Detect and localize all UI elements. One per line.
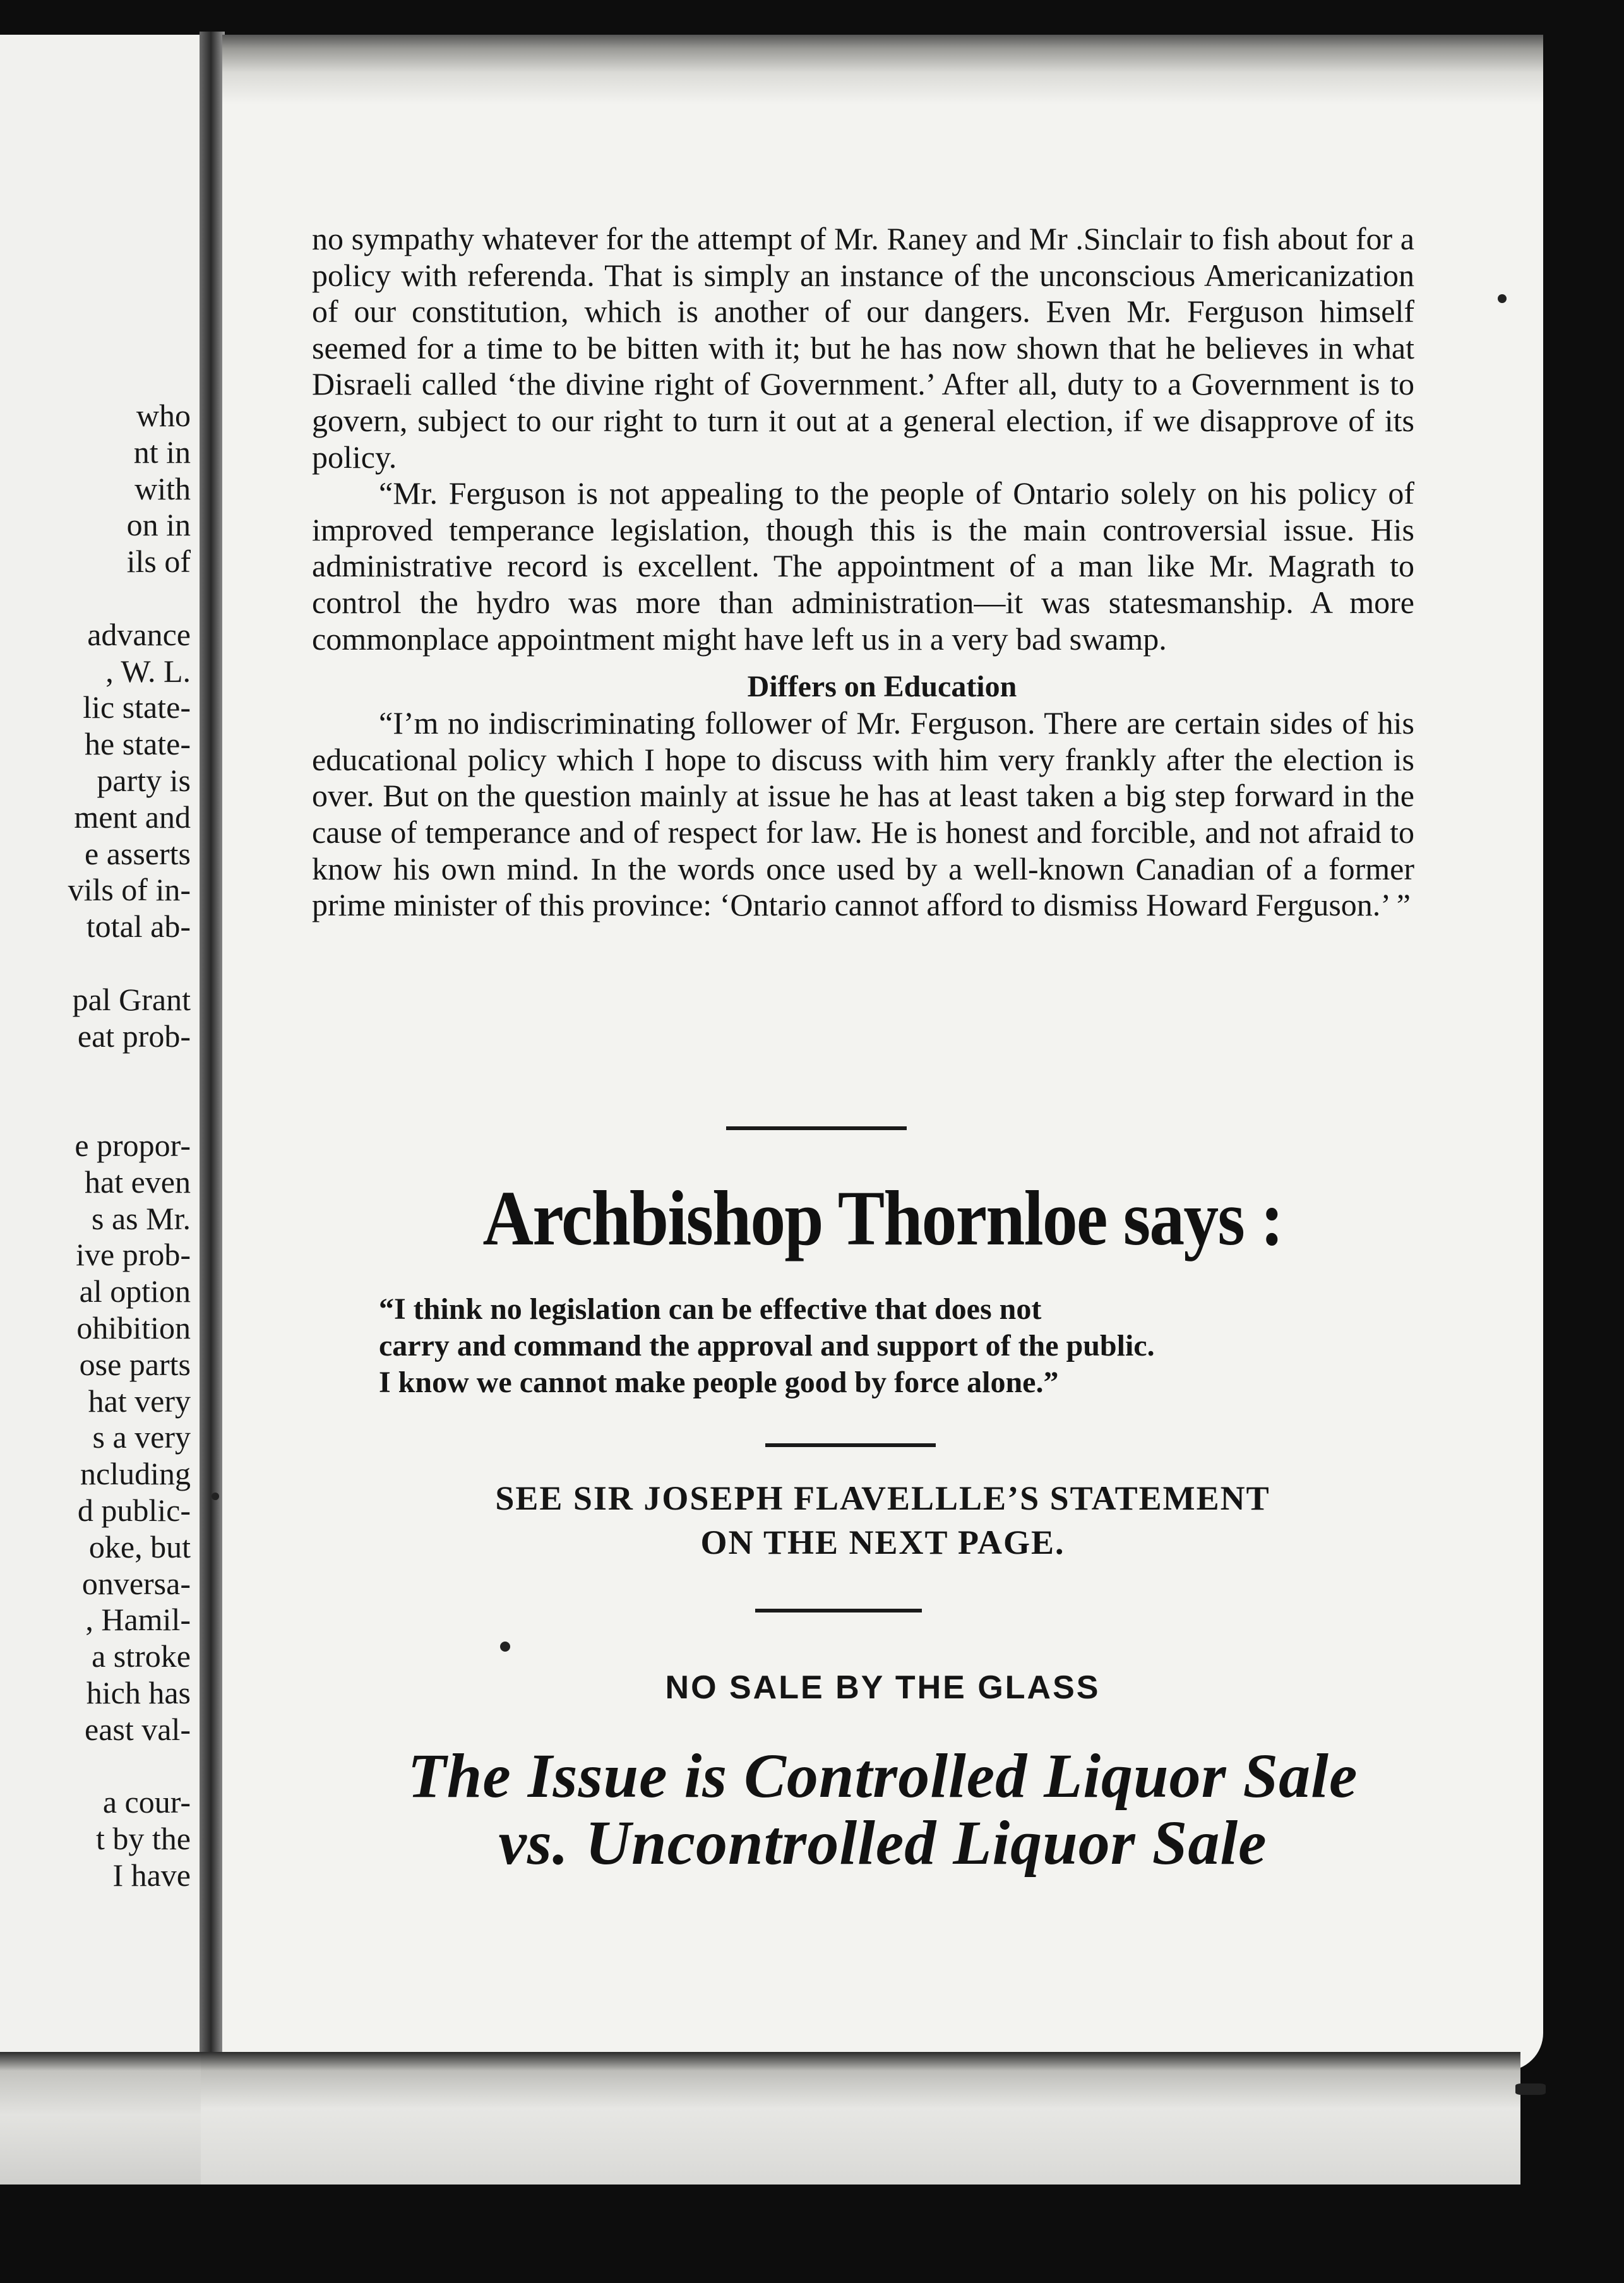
previous-column-line: s a very xyxy=(92,1419,191,1455)
divider-rule-1 xyxy=(726,1126,907,1130)
previous-column-line: , W. L. xyxy=(105,653,191,689)
notice-line-1: SEE SIR JOSEPH FLAVELLLE’S STATEMENT xyxy=(495,1479,1270,1517)
previous-column-line: east val- xyxy=(85,1711,191,1747)
notice-line-2: ON THE NEXT PAGE. xyxy=(700,1523,1065,1561)
ink-speck xyxy=(1515,2083,1546,2095)
top-print-smudge xyxy=(222,35,1543,104)
page-gutter xyxy=(200,32,225,2077)
previous-column-line: t by the xyxy=(96,1821,191,1857)
previous-column-line: oke, but xyxy=(88,1529,191,1565)
article-paragraph-1: no sympathy whatever for the attempt of Mr. Raney and Mr .Sinclair to fish about for a policy with referenda. That is simply an instance of the unconscious Americanization of our constitution, which is another of our dangers. Even Mr. Ferguson himself seemed for a time to be bitten with it; but he has now shown that he believes in what Disraeli called ‘the divine right of Government.’ After all, duty to a Government is to govern, subject to our right to turn it out at a general election, if we disapprove of its policy. xyxy=(312,221,1414,475)
previous-column-line: pal Grant xyxy=(72,981,191,1017)
previous-column-line: total ab- xyxy=(86,909,191,945)
quote-line-3: I know we cannot make people good by force alone.” xyxy=(379,1366,1059,1399)
previous-column-line: a stroke xyxy=(92,1638,191,1674)
previous-column-line: he state- xyxy=(85,726,191,762)
previous-column-line: advance xyxy=(87,616,191,652)
previous-column-line: , Hamil- xyxy=(85,1602,191,1638)
issue-line-2: vs. Uncontrolled Liquor Sale xyxy=(498,1808,1267,1878)
ink-speck xyxy=(1498,294,1507,303)
article-body xyxy=(312,221,1414,924)
previous-column-line: a cour- xyxy=(102,1784,191,1820)
previous-column-line: ils of xyxy=(126,544,191,580)
quote-line-2: carry and command the approval and support of the public. xyxy=(379,1329,1155,1362)
bottom-margin xyxy=(201,2052,1520,2185)
previous-column-line: on in xyxy=(126,507,191,543)
headline: Archbishop Thornloe says : xyxy=(482,1175,1283,1261)
divider-rule-2 xyxy=(765,1443,936,1447)
previous-column-line: s as Mr. xyxy=(92,1200,191,1236)
previous-column-line: ose parts xyxy=(79,1346,191,1382)
issue-line-1: The Issue is Controlled Liquor Sale xyxy=(407,1741,1358,1811)
section-heading: Differs on Education xyxy=(747,670,1017,704)
previous-column-line: ohibition xyxy=(76,1310,191,1345)
ink-speck xyxy=(212,1493,219,1500)
previous-column-line: hat even xyxy=(85,1164,191,1200)
previous-column-line: e propor- xyxy=(75,1128,191,1163)
previous-column-line: who xyxy=(136,398,191,433)
previous-column-line: party is xyxy=(97,763,191,798)
previous-column-line: d public- xyxy=(77,1493,191,1528)
issue-slogan xyxy=(222,1743,1543,1876)
previous-column-line: onversa- xyxy=(81,1565,191,1601)
no-sale-line: NO SALE BY THE GLASS xyxy=(665,1669,1101,1706)
previous-column-line: ive prob- xyxy=(76,1237,191,1273)
previous-column-line: I have xyxy=(112,1857,191,1893)
previous-column-line: e asserts xyxy=(85,835,191,871)
article-paragraph-3: “I’m no indiscriminating follower of Mr. Ferguson. There are certain sides of his educational policy which I hope to discuss with him very frankly after the election is over. But on the question mainly at issue he has at least taken a big step forward in the cause of temperance and of respect for law. He is honest and forcible, and not afraid to know his own mind. In the words once used by a well-known Canadian of a former prime minister of this province: ‘Ontario cannot afford to dismiss Howard Ferguson.’ ” xyxy=(312,705,1414,923)
previous-column-page xyxy=(0,35,201,2071)
divider-rule-3 xyxy=(755,1609,922,1612)
previous-column-line: ncluding xyxy=(80,1456,191,1492)
article-paragraph-2: “Mr. Ferguson is not appealing to the people of Ontario solely on his policy of improved temperance legislation, though this is the main controversial issue. His administrative record is excellent. The appointment of a man like Mr. Magrath to control the hydro was more than administration—it was statesmanship. A more commonplace appointment might have left us in a very bad swamp. xyxy=(312,475,1414,657)
previous-column-line: vils of in- xyxy=(68,872,191,908)
archbishop-quote xyxy=(379,1291,1351,1401)
previous-column-line: nt in xyxy=(133,434,191,470)
previous-column-line: hich has xyxy=(86,1675,191,1710)
next-page-notice xyxy=(222,1476,1543,1565)
previous-column-line: hat very xyxy=(88,1383,191,1419)
previous-column-line: ment and xyxy=(74,799,191,835)
previous-column-line: al option xyxy=(79,1273,191,1309)
quote-line-1: “I think no legislation can be effective that does not xyxy=(379,1292,1042,1326)
previous-column-line: with xyxy=(134,470,191,506)
previous-column-line: eat prob- xyxy=(77,1018,191,1054)
previous-column-line: lic state- xyxy=(83,689,191,725)
bottom-margin-left xyxy=(0,2052,201,2185)
ink-speck xyxy=(500,1642,510,1652)
